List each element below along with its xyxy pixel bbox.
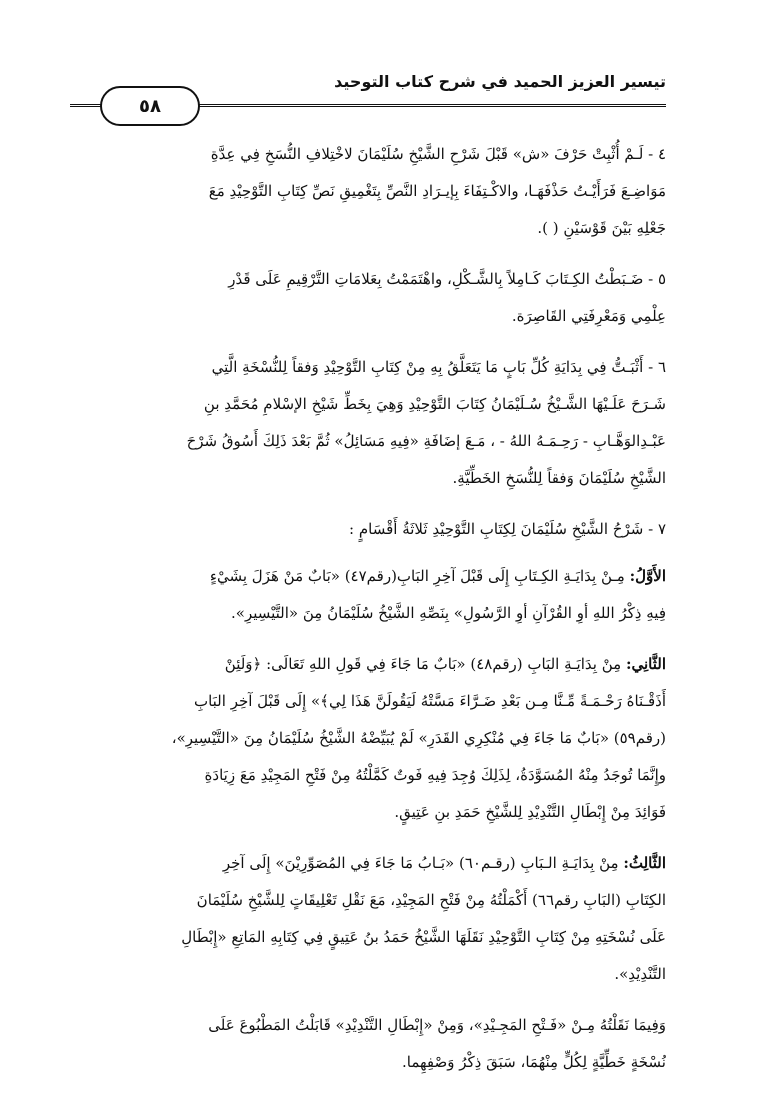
part-heading: الأَوَّلُ: xyxy=(629,567,666,585)
paragraph-item-5 xyxy=(88,261,666,335)
text-line: ٧ - شَرْحُ الشَّيْخِ سُلَيْمَانَ لِكِتَابِ التَّوْحِيْدِ ثَلاثَةُ أَقْسَامٍ : xyxy=(349,520,666,538)
text-line: أَذَقْـنَاهُ رَحْـمَـةً مِّـنَّا مِـن بَعْدِ ضَـرَّاءَ مَسَّتْهُ لَيَقُولَنَّ هَذَا لِي﴾» إِلَى قَبْلَ آخِرِ البَابِ xyxy=(193,692,666,710)
paragraph-item-6 xyxy=(88,349,666,497)
text-line: نُسْخَةٍ خَطِّيَّةٍ لِكُلٍّ مِنْهُمَا، سَبَقَ ذِكْرُ وَصْفِهِما. xyxy=(401,1053,666,1071)
running-title: تيسير العزيز الحميد في شرح كتاب التوحيد xyxy=(334,72,666,91)
text-line: وإِنَّمَا تُوجَدُ مِنْهُ المُسَوَّدَةُ، لِذَلِكَ وُجِدَ فِيهِ فَوتٌ كَمَّلْتُهُ مِنْ فَتْحِ المَجِيْدِ مَعَ زِيَادَةِ xyxy=(204,766,666,784)
paragraph-item-4 xyxy=(88,136,666,247)
text-run: مِـنْ بِدَايَـةِ الكِـتَابِ إِلَى قَبْلَ آخِرِ البَابِ(رقم٤٧) «بَابٌ مَنْ هَزَلَ بِشَيْءٍ xyxy=(209,567,625,585)
paragraph-item-7 xyxy=(88,511,666,548)
paragraph-part-one xyxy=(88,558,666,632)
text-line: (رقم٥٩) «بَابٌ مَا جَاءَ فِي مُنْكِرِي القَدَرِ» لَمْ يُبَيِّضْهُ الشَّيْخُ سُلَيْمَانُ مِنَ «التَّيْسِيرِ»، xyxy=(171,729,666,747)
text-run: مِنْ بِدَايَـةِ الـبَابِ (رقـم٦٠) «بَـابُ مَا جَاءَ فِي المُصَوِّرِيْنَ» إِلَى آخِرِ xyxy=(222,854,619,872)
text-line: ٥ - ضَـبَطْتُ الكِـتَابَ كَـامِلاً بِالشَّـكْلِ، واهْتَمَمْتُ بِعَلامَاتِ التَّرْقِيمِ عَلَى قَدْرِ xyxy=(228,270,666,288)
text-line xyxy=(88,845,666,882)
text-line: ٦ - أَثْبَـتُّ فِي بِدَايَةِ كُلِّ بَابٍ مَا يَتَعَلَّقُ بِهِ مِنْ كِتَابِ التَّوْحِيْدِ وَفقاً لِلنُّسْخَةِ الَّتِي xyxy=(211,358,666,376)
text-line: وَفِيمَا نَقَلْتُهُ مِـنْ «فَـتْحِ المَجِـيْدِ»، وَمِنْ «إِبْطَالِ التَّنْدِيْدِ» قَابَلْتُ المَطْبُوعَ عَلَى xyxy=(208,1016,666,1034)
text-line: عَبْـدِالوَهَّـابِ - رَحِـمَـهُ اللهُ - ، مَـعَ إضَافَةِ «فِيهِ مَسَائِلُ» ثُمَّ بَعْدَ ذَلِكَ أَسُوقُ شَرْحَ xyxy=(186,432,666,450)
text-run: مِنْ بِدَايَـةِ البَابِ (رقم٤٨) «بَابٌ مَا جَاءَ فِي قَولِ اللهِ تَعَالَى: ﴿وَلَئِنْ xyxy=(224,655,622,673)
text-line: عِلْمِي وَمَعْرِفَتِي القَاصِرَة. xyxy=(511,307,666,325)
text-line: جَعْلِهِ بَيْنَ قَوْسَيْنِ ( ). xyxy=(537,219,666,237)
page-number-badge xyxy=(100,86,200,126)
page-body xyxy=(88,136,666,1095)
paragraph-closing xyxy=(88,1007,666,1081)
text-line xyxy=(88,646,666,683)
part-heading: الثَّانِي: xyxy=(625,655,666,673)
text-line: شَـرَحَ عَلَـيْهَا الشَّـيْخُ سُـلَيْمَانُ كِتَابَ التَّوْحِيْدِ وَهِيَ بِخَطِّ شَيْخِ الإسْلامِ مُحَمَّدِ بنِ xyxy=(203,395,666,413)
text-line: التَّنْدِيْدِ». xyxy=(614,965,666,983)
paragraph-part-two xyxy=(88,646,666,831)
paragraph-part-three xyxy=(88,845,666,993)
text-line: الشَّيْخِ سُلَيْمَانَ وَفقاً لِلنُّسَخِ الخَطِّيَّةِ. xyxy=(452,469,666,487)
page-header xyxy=(70,66,666,117)
part-heading: الثَّالِثُ: xyxy=(623,854,666,872)
page-number: ٥٨ xyxy=(139,95,161,117)
text-line: مَوَاضِـعَ فَرَأَيْـتُ حَذْفَهَـا، والاكْـتِفَاءَ بِإيـرَادِ النَّصِّ بِتَغْمِيقِ نَصِّ كِتَابِ التَّوْحِيْدِ مَعَ xyxy=(208,182,666,200)
text-line: فِيهِ ذِكْرُ اللهِ أوِ القُرْآنِ أوِ الرَّسُولِ» بِنَصِّهِ الشَّيْخُ سُلَيْمَانُ مِنَ «التَّيْسِيرِ». xyxy=(231,604,666,622)
text-line: عَلَى نُسْخَتِهِ مِنْ كِتَابِ التَّوْحِيْدِ نَقَلَهَا الشَّيْخُ حَمَدُ بنُ عَتِيقٍ فِي كِتَابِهِ المَاتِعِ «إِبْطَالِ xyxy=(181,928,666,946)
text-line: ٤ - لَـمْ أُثْبِتْ حَرْفَ «ش» قَبْلَ شَرْحِ الشَّيْخِ سُلَيْمَانَ لاخْتِلافِ النُّسَخِ فِي عِدَّةِ xyxy=(210,145,666,163)
text-line xyxy=(88,558,666,595)
text-line: فَوَائِدَ مِنْ إِبْطَالِ التَّنْدِيْدِ لِلشَّيْخِ حَمَدِ بنِ عَتِيقٍ. xyxy=(394,803,666,821)
text-line: الكِتَابِ (البَابِ رقم٦٦) أَكْمَلْتُهُ مِنْ فَتْحِ المَجِيْدِ، مَعَ نَقْلِ تَعْلِيقَاتٍ لِلشَّيْخِ سُلَيْمَانَ xyxy=(196,891,666,909)
